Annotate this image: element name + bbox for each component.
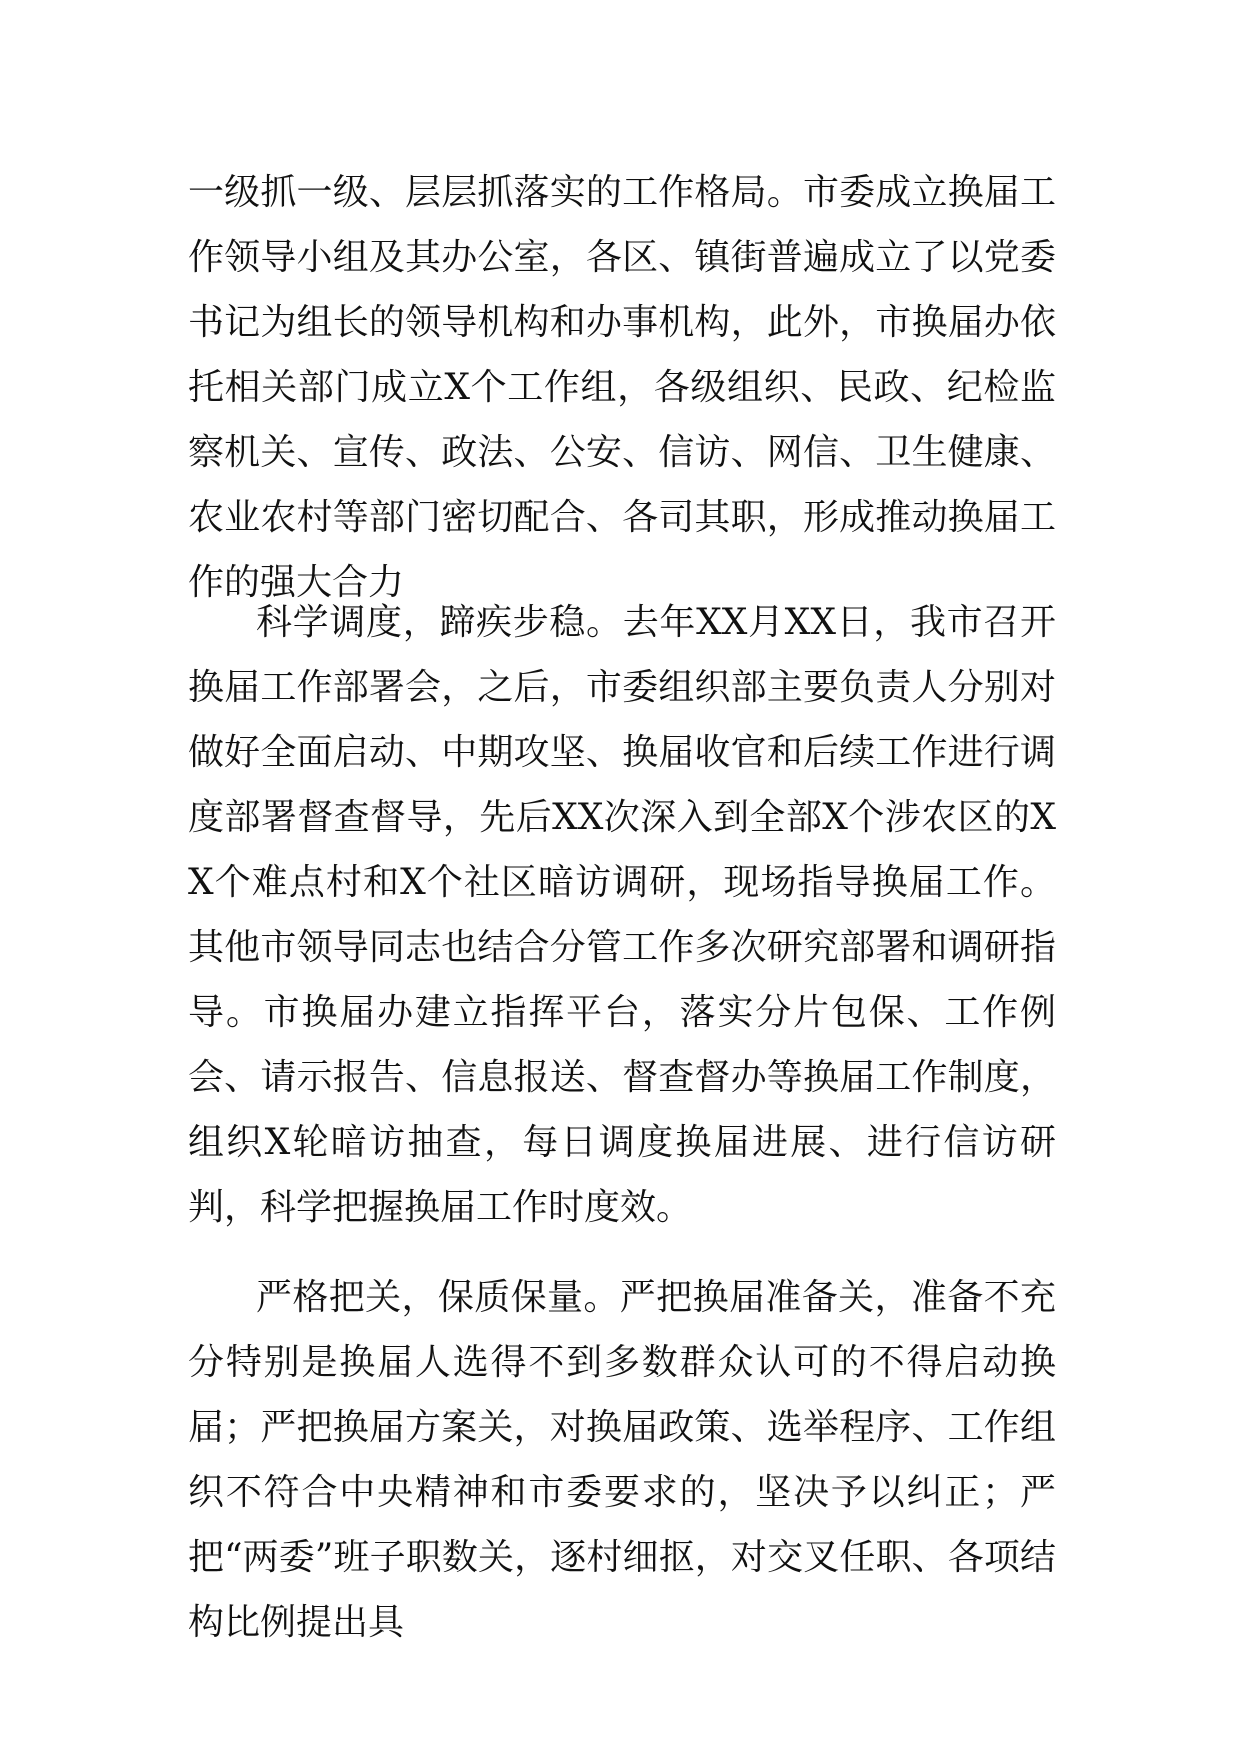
paragraph-text: 一级抓一级、层层抓落实的工作格局。市委成立换届工作领导小组及其办公室，各区、镇街普遍成立了以党委书记为组长的领导机构和办事机构，此外，市换届办依托相关部门成立X个工作组，各级组织、民政、纪检监察机关、宣传、政法、公安、信访、网信、卫生健康、农业农村等部门密切配合、各司其职，形成推动换届工作的强大合力	[188, 172, 1056, 603]
paragraph-text: 科学调度，蹄疾步稳。去年XX月XX日，我市召开换届工作部署会，之后，市委组织部主要负责人分别对做好全面启动、中期攻坚、换届收官和后续工作进行调度部署督查督导，先后XX次深入到全部X个涉农区的XX个难点村和X个社区暗访调研，现场指导换届工作。其他市领导同志也结合分管工作多次研究部署和调研指导。市换届办建立指挥平台，落实分片包保、工作例会、请示报告、信息报送、督查督办等换届工作制度，组织X轮暗访抽查，每日调度换届进展、进行信访研判，科学把握换届工作时度效。	[188, 602, 1056, 1228]
paragraph-work-structure	[188, 160, 1056, 615]
paragraph-text: 严格把关，保质保量。严把换届准备关，准备不充分特别是换届人选得不到多数群众认可的不得启动换届；严把换届方案关，对换届政策、选举程序、工作组织不符合中央精神和市委要求的，坚决予以纠正；严把“两委”班子职数关，逐村细抠，对交叉任职、各项结构比例提出具	[188, 1277, 1056, 1643]
paragraph-strict-checks	[188, 1265, 1056, 1655]
paragraph-scientific-scheduling	[188, 590, 1056, 1240]
